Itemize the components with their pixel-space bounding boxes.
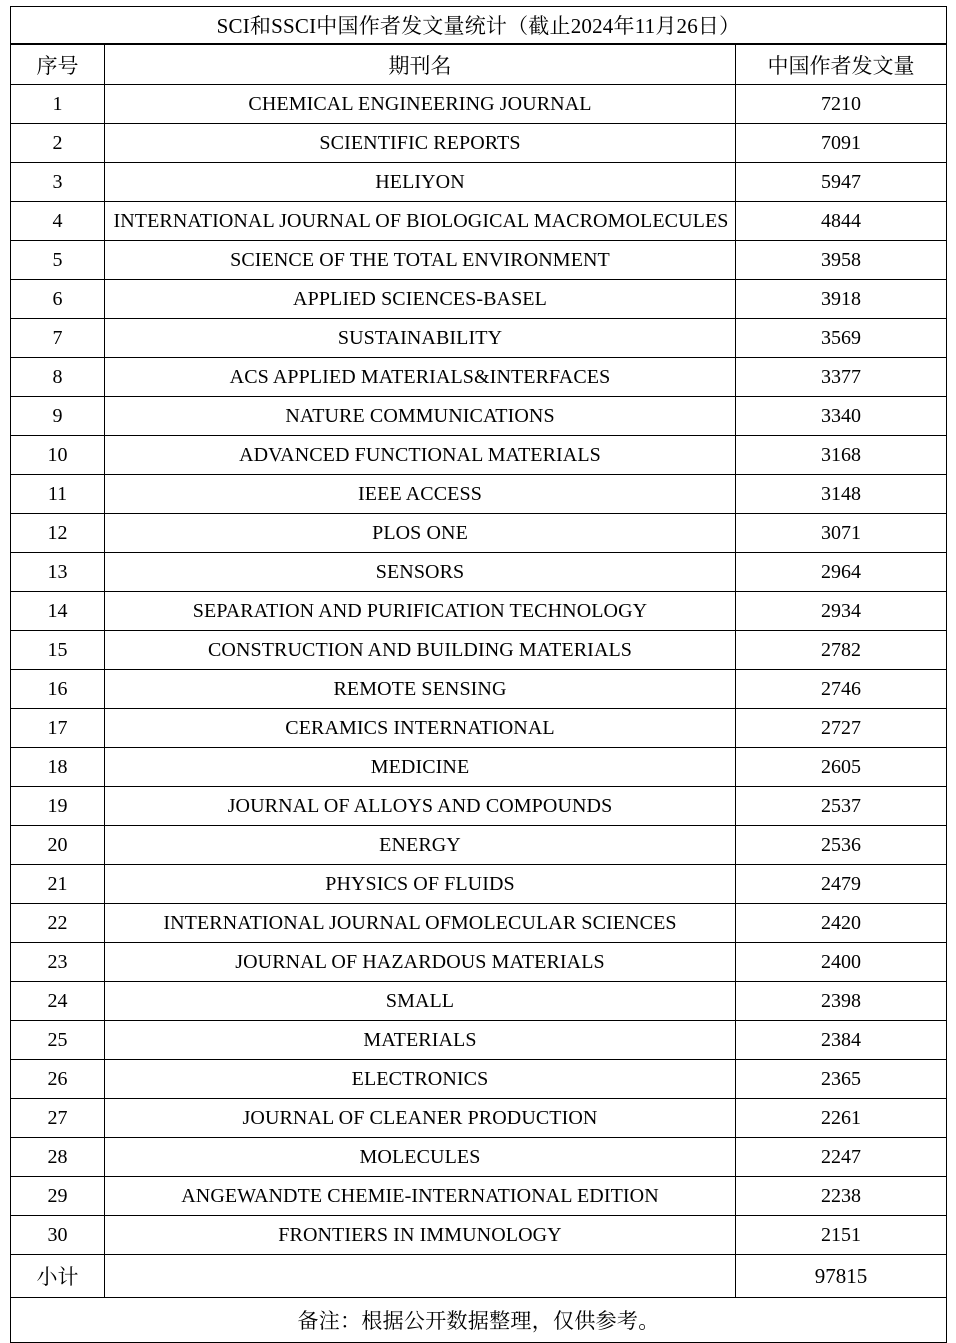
row-sequence-number: 3 (11, 163, 105, 202)
row-journal-name: SCIENCE OF THE TOTAL ENVIRONMENT (105, 241, 736, 280)
row-publication-count: 2934 (736, 592, 947, 631)
table-row (11, 1021, 947, 1060)
row-publication-count: 2537 (736, 787, 947, 826)
row-sequence-number: 24 (11, 982, 105, 1021)
row-publication-count: 2151 (736, 1216, 947, 1255)
row-journal-name: IEEE ACCESS (105, 475, 736, 514)
row-sequence-number: 5 (11, 241, 105, 280)
table-row (11, 553, 947, 592)
row-sequence-number: 18 (11, 748, 105, 787)
row-journal-name: NATURE COMMUNICATIONS (105, 397, 736, 436)
row-sequence-number: 13 (11, 553, 105, 592)
row-publication-count: 2238 (736, 1177, 947, 1216)
row-journal-name: SEPARATION AND PURIFICATION TECHNOLOGY (105, 592, 736, 631)
row-journal-name: FRONTIERS IN IMMUNOLOGY (105, 1216, 736, 1255)
row-journal-name: ENERGY (105, 826, 736, 865)
row-journal-name: MEDICINE (105, 748, 736, 787)
row-sequence-number: 20 (11, 826, 105, 865)
row-publication-count: 2727 (736, 709, 947, 748)
row-sequence-number: 25 (11, 1021, 105, 1060)
row-journal-name: SCIENTIFIC REPORTS (105, 124, 736, 163)
header-row (11, 44, 947, 85)
row-publication-count: 2746 (736, 670, 947, 709)
row-sequence-number: 7 (11, 319, 105, 358)
table-row (11, 1060, 947, 1099)
row-journal-name: CERAMICS INTERNATIONAL (105, 709, 736, 748)
row-publication-count: 3168 (736, 436, 947, 475)
row-sequence-number: 10 (11, 436, 105, 475)
table-row (11, 1216, 947, 1255)
table-row (11, 748, 947, 787)
row-journal-name: JOURNAL OF CLEANER PRODUCTION (105, 1099, 736, 1138)
row-sequence-number: 29 (11, 1177, 105, 1216)
table-row (11, 943, 947, 982)
total-row (11, 1255, 947, 1298)
row-journal-name: APPLIED SCIENCES-BASEL (105, 280, 736, 319)
row-publication-count: 2400 (736, 943, 947, 982)
note-row (11, 1298, 947, 1343)
table-row (11, 787, 947, 826)
row-publication-count: 3340 (736, 397, 947, 436)
row-publication-count: 2365 (736, 1060, 947, 1099)
row-journal-name: MATERIALS (105, 1021, 736, 1060)
row-sequence-number: 26 (11, 1060, 105, 1099)
column-header-count: 中国作者发文量 (736, 44, 947, 85)
row-sequence-number: 27 (11, 1099, 105, 1138)
table-row (11, 1177, 947, 1216)
row-journal-name: REMOTE SENSING (105, 670, 736, 709)
row-publication-count: 5947 (736, 163, 947, 202)
column-header-journal: 期刊名 (105, 44, 736, 85)
row-journal-name: INTERNATIONAL JOURNAL OFMOLECULAR SCIENCES (105, 904, 736, 943)
row-publication-count: 3148 (736, 475, 947, 514)
table-row (11, 163, 947, 202)
table-row (11, 904, 947, 943)
title-row (11, 7, 947, 45)
row-publication-count: 7091 (736, 124, 947, 163)
row-publication-count: 3569 (736, 319, 947, 358)
publication-stats-table (10, 6, 947, 1343)
table-row (11, 982, 947, 1021)
table-body (11, 7, 947, 1343)
row-publication-count: 2398 (736, 982, 947, 1021)
row-publication-count: 4844 (736, 202, 947, 241)
table-row (11, 358, 947, 397)
table-row (11, 514, 947, 553)
table-row (11, 319, 947, 358)
row-sequence-number: 17 (11, 709, 105, 748)
table-row (11, 709, 947, 748)
row-sequence-number: 9 (11, 397, 105, 436)
row-sequence-number: 22 (11, 904, 105, 943)
table-row (11, 202, 947, 241)
row-publication-count: 3958 (736, 241, 947, 280)
row-sequence-number: 12 (11, 514, 105, 553)
row-publication-count: 2479 (736, 865, 947, 904)
row-journal-name: ACS APPLIED MATERIALS&INTERFACES (105, 358, 736, 397)
row-journal-name: SMALL (105, 982, 736, 1021)
row-publication-count: 2420 (736, 904, 947, 943)
row-sequence-number: 21 (11, 865, 105, 904)
table-row (11, 280, 947, 319)
row-publication-count: 2384 (736, 1021, 947, 1060)
row-journal-name: PHYSICS OF FLUIDS (105, 865, 736, 904)
row-publication-count: 3918 (736, 280, 947, 319)
table-row (11, 397, 947, 436)
table-note: 备注：根据公开数据整理，仅供参考。 (11, 1298, 947, 1343)
row-journal-name: SUSTAINABILITY (105, 319, 736, 358)
row-journal-name: PLOS ONE (105, 514, 736, 553)
row-sequence-number: 19 (11, 787, 105, 826)
row-sequence-number: 14 (11, 592, 105, 631)
table-row (11, 592, 947, 631)
table-row (11, 241, 947, 280)
row-publication-count: 2605 (736, 748, 947, 787)
row-publication-count: 3377 (736, 358, 947, 397)
column-header-seq: 序号 (11, 44, 105, 85)
table-row (11, 826, 947, 865)
row-journal-name-text: INTERNATIONAL JOURNAL OF BIOLOGICAL MACROMOLECULES (113, 209, 729, 232)
row-publication-count: 2964 (736, 553, 947, 592)
table-row (11, 475, 947, 514)
row-journal-name: SENSORS (105, 553, 736, 592)
row-journal-name: JOURNAL OF HAZARDOUS MATERIALS (105, 943, 736, 982)
row-journal-name: ELECTRONICS (105, 1060, 736, 1099)
row-sequence-number: 2 (11, 124, 105, 163)
total-journal-blank (105, 1255, 736, 1298)
row-sequence-number: 8 (11, 358, 105, 397)
page-title: SCI和SSCI中国作者发文量统计（截止2024年11月26日） (11, 7, 947, 45)
row-journal-name: CONSTRUCTION AND BUILDING MATERIALS (105, 631, 736, 670)
table-row (11, 85, 947, 124)
row-sequence-number: 16 (11, 670, 105, 709)
row-journal-name: CHEMICAL ENGINEERING JOURNAL (105, 85, 736, 124)
row-journal-name: HELIYON (105, 163, 736, 202)
row-sequence-number: 6 (11, 280, 105, 319)
row-journal-name: MOLECULES (105, 1138, 736, 1177)
row-sequence-number: 30 (11, 1216, 105, 1255)
table-row (11, 631, 947, 670)
row-sequence-number: 15 (11, 631, 105, 670)
table-row (11, 1138, 947, 1177)
row-sequence-number: 23 (11, 943, 105, 982)
row-sequence-number: 28 (11, 1138, 105, 1177)
row-journal-name: ANGEWANDTE CHEMIE-INTERNATIONAL EDITION (105, 1177, 736, 1216)
row-sequence-number: 1 (11, 85, 105, 124)
total-label: 小计 (11, 1255, 105, 1298)
total-publication-count: 97815 (736, 1255, 947, 1298)
row-journal-name: JOURNAL OF ALLOYS AND COMPOUNDS (105, 787, 736, 826)
row-sequence-number: 11 (11, 475, 105, 514)
row-publication-count: 3071 (736, 514, 947, 553)
row-publication-count: 2247 (736, 1138, 947, 1177)
row-sequence-number: 4 (11, 202, 105, 241)
table-row (11, 124, 947, 163)
table-row (11, 436, 947, 475)
row-publication-count: 2536 (736, 826, 947, 865)
row-publication-count: 7210 (736, 85, 947, 124)
row-publication-count: 2261 (736, 1099, 947, 1138)
table-row (11, 670, 947, 709)
row-journal-name: ADVANCED FUNCTIONAL MATERIALS (105, 436, 736, 475)
table-row (11, 1099, 947, 1138)
table-row (11, 865, 947, 904)
row-journal-name (105, 202, 736, 241)
row-publication-count: 2782 (736, 631, 947, 670)
